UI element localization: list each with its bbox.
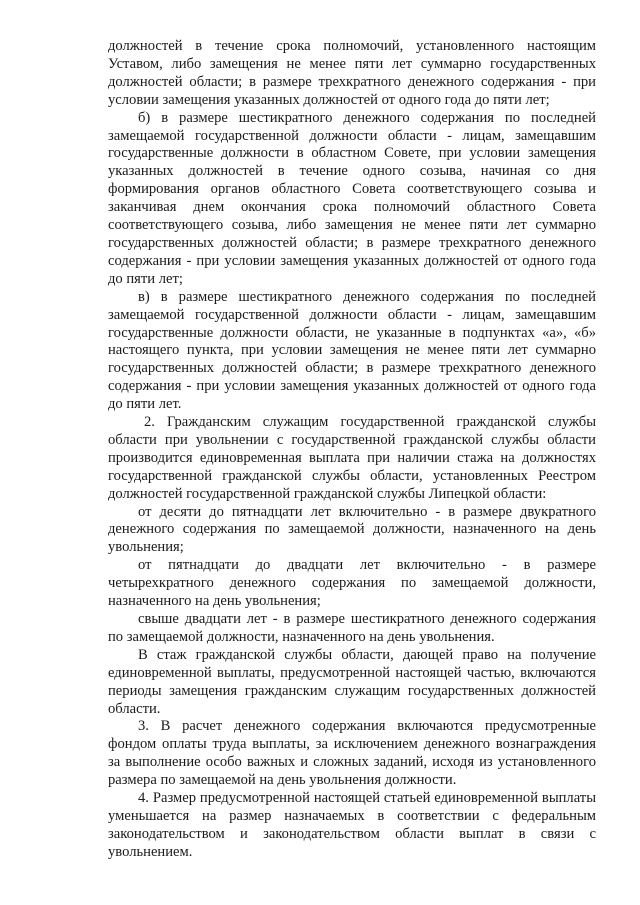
paragraph-subitem-v: в) в размере шестикратного денежного содержания по последней замещаемой государственной должности области - лицам, замещавшим государственные должности области, не указанные в подпунктах «а», «б» настоящего пункта, при условии замещения не менее пяти лет суммарно государственных должностей области; в размере трехкратного денежного содержания - при условии замещения указанных должностей от одного года до пяти лет. — [108, 288, 596, 413]
paragraph-point-2: 2. Гражданским служащим государственной гражданской службы области при увольнении с государственной гражданской службы области производится единовременная выплата при наличии стажа на должностях государственной гражданской службы области, установленных Реестром должностей государственной гражданской службы Липецкой области: — [108, 414, 596, 502]
paragraph-tier-20-plus: свыше двадцати лет - в размере шестикратного денежного содержания по замещаемой должности, назначенного на день увольнения. — [108, 611, 596, 645]
paragraph-point-3: 3. В расчет денежного содержания включаются предусмотренные фондом оплаты труда выплаты, за исключением денежного вознаграждения за выполнение особо важных и сложных заданий, исходя из установленного размера по замещаемой на день увольнения должности. — [108, 718, 596, 789]
paragraph-continuation: должностей в течение срока полномочий, установленного настоящим Уставом, либо замещения не менее пяти лет суммарно государственных должностей области; в размере трехкратного денежного содержания - при условии замещения указанных должностей от одного года до пяти лет; — [108, 38, 596, 108]
document-page — [108, 38, 596, 862]
paragraph-point-4: 4. Размер предусмотренной настоящей статьей единовременной выплаты уменьшается на размер назначаемых в соответствии с федеральным законодательством и законодательством области выплат в связи с увольнением. — [108, 790, 596, 860]
paragraph-service-record: В стаж гражданской службы области, дающей право на получение единовременной выплаты, предусмотренной настоящей частью, включаются периоды замещения гражданским служащим государственных должностей области. — [108, 646, 596, 717]
paragraph-subitem-b: б) в размере шестикратного денежного содержания по последней замещаемой государственной должности области - лицам, замещавшим государственные должности в областном Совете, при условии замещения указанных должностей в течение одного созыва, начиная со дня формирования органов областного Совета соответствующего созыва и заканчивая днем окончания срока полномочий областного Совета соответствующего созыва, либо замещения не менее пяти лет суммарно государственных должностей области; в размере трехкратного денежного содержания - при условии замещения указанных должностей от одного года до пяти лет; — [108, 109, 596, 287]
paragraph-tier-10-15: от десяти до пятнадцати лет включительно - в размере двукратного денежного содержания по замещаемой должности, назначенного на день увольнения; — [108, 503, 596, 556]
paragraph-tier-15-20: от пятнадцати до двадцати лет включительно - в размере четырехкратного денежного содержания по замещаемой должности, назначенного на день увольнения; — [108, 557, 596, 610]
